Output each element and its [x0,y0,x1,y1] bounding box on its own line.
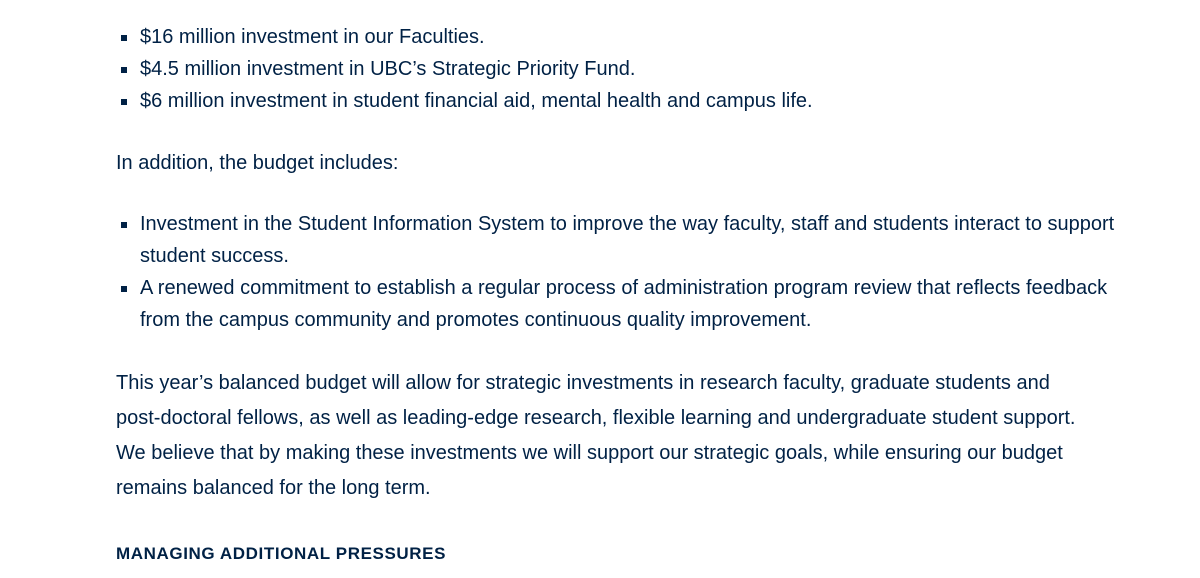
square-bullet-icon [121,286,127,292]
list-item [116,272,1116,336]
list-item-text: $4.5 million investment in UBC’s Strategic Priority Fund. [140,58,636,80]
list-item [116,85,1116,117]
body-paragraph: This year’s balanced budget will allow for strategic investments in research faculty, graduate students and post-doctoral fellows, as well as leading-edge research, flexible learning and undergraduate student support. We believe that by making these investments we will support our strategic goals, while ensuring our budget remains balanced for the long term. [116,372,1076,499]
list-item [116,53,1116,85]
investments-list [116,21,1116,117]
list-item-text: Investment in the Student Information System to improve the way faculty, staff and students interact to support student success. [140,213,1115,267]
square-bullet-icon [121,222,127,228]
square-bullet-icon [121,99,127,105]
square-bullet-icon [121,35,127,41]
list-item-text: $6 million investment in student financial aid, mental health and campus life. [140,90,813,112]
intro-paragraph: In addition, the budget includes: [116,152,399,174]
section-heading: MANAGING ADDITIONAL PRESSURES [116,544,447,563]
square-bullet-icon [121,67,127,73]
article-content [116,0,1116,578]
list-item [116,208,1116,272]
list-item-text: A renewed commitment to establish a regular process of administration program review that reflects feedback from the campus community and promotes continuous quality improvement. [140,277,1108,331]
budget-includes-list [116,208,1116,336]
list-item-text: $16 million investment in our Faculties. [140,26,485,48]
list-item [116,21,1116,53]
